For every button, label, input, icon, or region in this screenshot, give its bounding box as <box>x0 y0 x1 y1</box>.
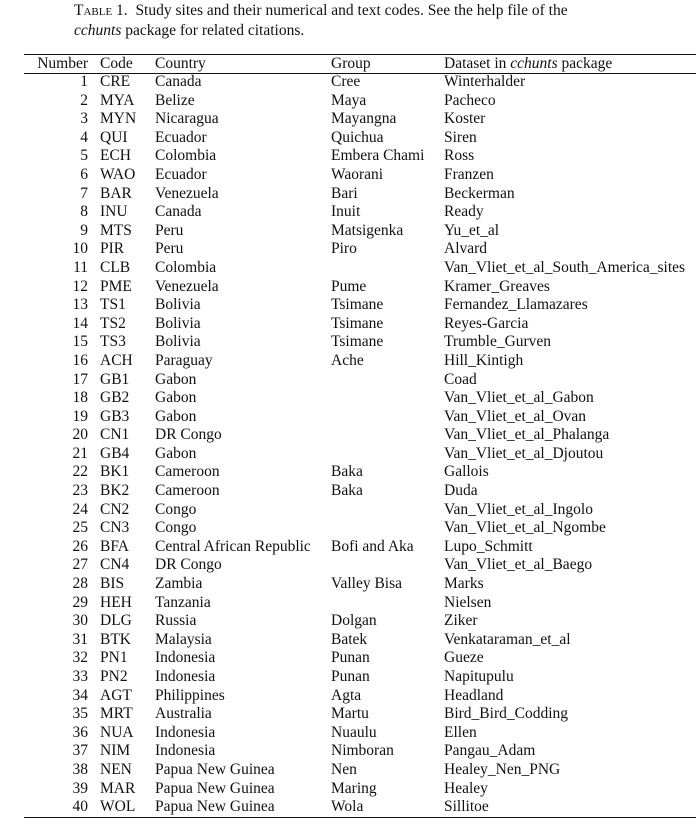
table-row <box>24 426 696 445</box>
cell-number: 27 <box>72 556 88 574</box>
cell-code: MYA <box>100 91 135 109</box>
cell-dataset: Van_Vliet_et_al_Ingolo <box>444 500 593 518</box>
cell-code: PIR <box>100 240 125 258</box>
cell-group: Wola <box>331 798 364 816</box>
cell-country: Australia <box>155 705 212 723</box>
cell-code: HEH <box>100 593 132 611</box>
cell-number: 23 <box>72 482 88 500</box>
table-row <box>24 203 696 222</box>
cell-country: Gabon <box>155 389 197 407</box>
table-row <box>24 352 696 371</box>
cell-number: 33 <box>72 668 88 685</box>
cell-country: Central African Republic <box>155 537 311 555</box>
cell-group: Pume <box>331 277 367 295</box>
cell-number: 28 <box>72 575 88 593</box>
cell-group: Punan <box>331 649 370 667</box>
cell-number: 9 <box>80 221 88 239</box>
header-group: Group <box>331 55 371 72</box>
cell-dataset: Ready <box>444 203 484 221</box>
cell-country: Zambia <box>155 575 203 593</box>
cell-country: DR Congo <box>155 556 222 574</box>
cell-group: Waorani <box>331 165 384 183</box>
cell-dataset: Pacheco <box>444 91 496 109</box>
caption-package-name: cchunts <box>74 22 122 39</box>
cell-country: Congo <box>155 519 197 537</box>
cell-code: MTS <box>100 221 132 239</box>
table-row <box>24 445 696 464</box>
cell-number: 12 <box>72 277 88 295</box>
cell-code: PME <box>100 277 132 295</box>
cell-dataset: Van_Vliet_et_al_Djoutou <box>444 444 604 462</box>
cell-country: Indonesia <box>155 723 216 741</box>
table-row <box>24 612 696 631</box>
cell-group: Baka <box>331 482 363 500</box>
cell-number: 36 <box>72 723 88 741</box>
caption-text-before: Study sites and their numerical and text codes. See the help file of the <box>135 2 568 19</box>
cell-code: TS3 <box>100 333 126 351</box>
cell-group <box>331 556 444 575</box>
cell-number: 37 <box>72 742 88 760</box>
cell-number: 11 <box>73 258 88 276</box>
cell-group <box>331 426 444 445</box>
cell-dataset: Bird_Bird_Codding <box>444 705 569 723</box>
cell-dataset: Hill_Kintigh <box>444 351 524 369</box>
cell-country: Canada <box>155 73 202 90</box>
cell-group: Batek <box>331 630 368 648</box>
cell-group <box>331 371 444 390</box>
cell-dataset: Reyes-Garcia <box>444 314 529 332</box>
header-dataset-prefix: Dataset in <box>444 55 507 72</box>
cell-group <box>331 501 444 520</box>
cell-dataset: Fernandez_Llamazares <box>444 296 588 314</box>
cell-number: 1 <box>80 73 88 90</box>
cell-country: DR Congo <box>155 426 222 444</box>
cell-country: Paraguay <box>155 351 213 369</box>
cell-group: Inuit <box>331 203 361 221</box>
cell-country: Malaysia <box>155 630 212 648</box>
table-row <box>24 185 696 204</box>
cell-dataset: Duda <box>444 482 478 500</box>
cell-group: Nen <box>331 760 357 778</box>
cell-group: Tsimane <box>331 314 384 332</box>
table-row <box>24 780 696 799</box>
cell-dataset: Headland <box>444 686 504 704</box>
cell-code: AGT <box>100 686 132 704</box>
table-row <box>24 166 696 185</box>
cell-group <box>331 519 444 538</box>
cell-dataset: Ziker <box>444 612 478 630</box>
cell-group: Cree <box>331 73 361 90</box>
header-dataset-package: cchunts <box>510 55 558 72</box>
cell-code: CRE <box>100 73 131 90</box>
cell-dataset: Yu_et_al <box>444 221 500 239</box>
cell-number: 25 <box>72 519 88 537</box>
cell-dataset: Kramer_Greaves <box>444 277 550 295</box>
table-row <box>24 594 696 613</box>
cell-code: GB3 <box>100 407 130 425</box>
cell-country: Indonesia <box>155 742 216 760</box>
cell-code: GB4 <box>100 444 130 462</box>
cell-code: BK2 <box>100 482 130 500</box>
cell-number: 18 <box>72 389 88 407</box>
cell-dataset: Van_Vliet_et_al_South_America_sites <box>444 258 686 276</box>
cell-dataset: Van_Vliet_et_al_Ngombe <box>444 519 606 537</box>
table-row <box>24 668 696 687</box>
cell-country: Congo <box>155 500 197 518</box>
cell-group: Martu <box>331 705 369 723</box>
table-row <box>24 240 696 259</box>
cell-group: Maya <box>331 91 367 109</box>
cell-dataset: Winterhalder <box>444 73 526 90</box>
cell-country: Indonesia <box>155 668 216 685</box>
cell-code: NUA <box>100 723 134 741</box>
cell-number: 29 <box>72 593 88 611</box>
cell-group: Maring <box>331 779 377 797</box>
table-row <box>24 73 696 92</box>
cell-code: MAR <box>100 779 136 797</box>
cell-code: BFA <box>100 537 130 555</box>
cell-country: Cameroon <box>155 463 220 481</box>
cell-country: Peru <box>155 221 184 239</box>
cell-code: CN1 <box>100 426 130 444</box>
cell-country: Nicaragua <box>155 110 219 128</box>
table-row <box>24 129 696 148</box>
cell-dataset: Marks <box>444 575 484 593</box>
table-row <box>24 631 696 650</box>
cell-group: Nuaulu <box>331 723 377 741</box>
table-row <box>24 519 696 538</box>
cell-country: Indonesia <box>155 649 216 667</box>
cell-country: Canada <box>155 203 202 221</box>
cell-number: 38 <box>72 760 88 778</box>
table-row <box>24 278 696 297</box>
cell-country: Tanzania <box>155 593 211 611</box>
cell-country: Gabon <box>155 407 197 425</box>
cell-dataset: Coad <box>444 370 477 388</box>
cell-code: ACH <box>100 351 133 369</box>
cell-group: Dolgan <box>331 612 377 630</box>
cell-country: Gabon <box>155 444 197 462</box>
cell-group: Piro <box>331 240 357 258</box>
cell-group: Matsigenka <box>331 221 404 239</box>
cell-number: 5 <box>80 147 88 165</box>
table-row <box>24 371 696 390</box>
cell-code: NEN <box>100 760 132 778</box>
cell-number: 3 <box>80 110 88 128</box>
cell-group: Nimboran <box>331 742 394 760</box>
cell-dataset: Van_Vliet_et_al_Phalanga <box>444 426 610 444</box>
cell-dataset: Ellen <box>444 723 477 741</box>
cell-group: Tsimane <box>331 333 384 351</box>
cell-code: CN3 <box>100 519 130 537</box>
cell-code: TS2 <box>100 314 126 332</box>
cell-code: PN1 <box>100 649 128 667</box>
cell-number: 21 <box>72 444 88 462</box>
cell-group <box>331 389 444 408</box>
cell-number: 15 <box>72 333 88 351</box>
table-row <box>24 687 696 706</box>
cell-group: Tsimane <box>331 296 384 314</box>
table-row <box>24 259 696 278</box>
cell-dataset: Pangau_Adam <box>444 742 536 760</box>
cell-number: 2 <box>80 91 88 109</box>
table-row <box>24 482 696 501</box>
cell-country: Venezuela <box>155 184 219 202</box>
table-row <box>24 705 696 724</box>
cell-group: Agta <box>331 686 362 704</box>
cell-dataset: Napitupulu <box>444 668 514 685</box>
cell-group: Ache <box>331 351 364 369</box>
cell-dataset: Sillitoe <box>444 798 489 816</box>
cell-dataset: Gallois <box>444 463 489 481</box>
study-sites-table <box>24 54 696 817</box>
header-dataset-suffix: package <box>561 55 613 72</box>
cell-group <box>331 408 444 427</box>
cell-number: 34 <box>72 686 88 704</box>
cell-number: 24 <box>72 500 88 518</box>
table-row <box>24 147 696 166</box>
table-row <box>24 389 696 408</box>
table-row <box>24 296 696 315</box>
cell-dataset: Beckerman <box>444 184 515 202</box>
cell-country: Papua New Guinea <box>155 779 275 797</box>
table-row <box>24 538 696 557</box>
table-row <box>24 501 696 520</box>
cell-group: Quichua <box>331 128 384 146</box>
cell-number: 14 <box>72 314 88 332</box>
cell-group: Bofi and Aka <box>331 537 414 555</box>
table-row <box>24 724 696 743</box>
cell-country: Ecuador <box>155 165 207 183</box>
cell-code: TS1 <box>100 296 126 314</box>
cell-group: Mayangna <box>331 110 397 128</box>
header-dataset <box>444 54 696 73</box>
cell-dataset: Healey <box>444 779 488 797</box>
cell-country: Gabon <box>155 370 197 388</box>
cell-dataset: Van_Vliet_et_al_Baego <box>444 556 593 574</box>
table-row <box>24 742 696 761</box>
cell-dataset: Koster <box>444 110 486 128</box>
table-row <box>24 315 696 334</box>
cell-group: Punan <box>331 668 370 685</box>
cell-country: Papua New Guinea <box>155 798 275 816</box>
cell-number: 30 <box>72 612 88 630</box>
table-row <box>24 110 696 129</box>
cell-dataset: Van_Vliet_et_al_Ovan <box>444 407 587 425</box>
cell-number: 22 <box>72 463 88 481</box>
cell-group: Embera Chami <box>331 147 425 165</box>
header-country: Country <box>155 55 206 72</box>
cell-code: MYN <box>100 110 137 128</box>
table-row <box>24 333 696 352</box>
cell-number: 10 <box>72 240 88 258</box>
cell-dataset: Franzen <box>444 165 494 183</box>
cell-dataset: Nielsen <box>444 593 492 611</box>
cell-dataset: Siren <box>444 128 477 146</box>
cell-number: 31 <box>72 630 88 648</box>
cell-number: 39 <box>72 779 88 797</box>
cell-code: CN2 <box>100 500 130 518</box>
cell-country: Bolivia <box>155 333 201 351</box>
cell-number: 17 <box>72 370 88 388</box>
table-label: Table 1. <box>74 2 128 19</box>
cell-code: BAR <box>100 184 132 202</box>
cell-code: GB2 <box>100 389 130 407</box>
cell-number: 4 <box>80 128 88 146</box>
cell-group: Baka <box>331 463 363 481</box>
cell-code: WOL <box>100 798 136 816</box>
cell-dataset: Van_Vliet_et_al_Gabon <box>444 389 594 407</box>
header-number: Number <box>37 55 88 72</box>
cell-number: 16 <box>72 351 88 369</box>
table-bottom-rule <box>24 817 696 818</box>
header-code: Code <box>100 55 133 72</box>
cell-code: QUI <box>100 128 128 146</box>
table-row <box>24 761 696 780</box>
cell-code: BTK <box>100 630 131 648</box>
cell-group <box>331 594 444 613</box>
cell-number: 35 <box>72 705 88 723</box>
cell-code: BIS <box>100 575 125 593</box>
cell-code: INU <box>100 203 128 221</box>
cell-group: Bari <box>331 184 358 202</box>
cell-dataset: Gueze <box>444 649 484 667</box>
table-header-row <box>24 54 696 73</box>
table-row <box>24 463 696 482</box>
table-row <box>24 798 696 817</box>
cell-code: ECH <box>100 147 131 165</box>
cell-code: GB1 <box>100 370 130 388</box>
cell-dataset: Alvard <box>444 240 488 258</box>
cell-country: Russia <box>155 612 197 630</box>
cell-code: CLB <box>100 258 131 276</box>
caption-text-after: package for related citations. <box>125 22 305 39</box>
cell-code: WAO <box>100 165 136 183</box>
cell-number: 13 <box>72 296 88 314</box>
cell-country: Venezuela <box>155 277 219 295</box>
cell-code: BK1 <box>100 463 130 481</box>
cell-number: 40 <box>72 798 88 816</box>
cell-dataset: Trumble_Gurven <box>444 333 552 351</box>
cell-code: NIM <box>100 742 131 760</box>
table-row <box>24 649 696 668</box>
cell-group <box>331 259 444 278</box>
cell-code: PN2 <box>100 668 128 685</box>
table-caption <box>74 1 594 41</box>
cell-country: Philippines <box>155 686 225 704</box>
cell-country: Bolivia <box>155 296 201 314</box>
cell-number: 6 <box>80 165 88 183</box>
cell-country: Bolivia <box>155 314 201 332</box>
table-row <box>24 222 696 241</box>
cell-country: Colombia <box>155 147 217 165</box>
table-row <box>24 575 696 594</box>
cell-dataset: Ross <box>444 147 475 165</box>
cell-number: 20 <box>72 426 88 444</box>
cell-group: Valley Bisa <box>331 575 403 593</box>
cell-code: DLG <box>100 612 132 630</box>
cell-number: 32 <box>72 649 88 667</box>
table-row <box>24 556 696 575</box>
cell-number: 19 <box>72 407 88 425</box>
cell-dataset: Healey_Nen_PNG <box>444 760 561 778</box>
cell-number: 26 <box>72 537 88 555</box>
cell-number: 7 <box>80 184 88 202</box>
cell-country: Peru <box>155 240 184 258</box>
cell-code: MRT <box>100 705 133 723</box>
cell-country: Cameroon <box>155 482 220 500</box>
cell-code: CN4 <box>100 556 130 574</box>
cell-number: 8 <box>80 203 88 221</box>
table-row <box>24 408 696 427</box>
table-row <box>24 92 696 111</box>
cell-country: Colombia <box>155 258 217 276</box>
cell-group <box>331 445 444 464</box>
cell-dataset: Lupo_Schmitt <box>444 537 533 555</box>
cell-country: Ecuador <box>155 128 207 146</box>
cell-country: Belize <box>155 91 195 109</box>
cell-country: Papua New Guinea <box>155 760 275 778</box>
cell-dataset: Venkataraman_et_al <box>444 630 571 648</box>
